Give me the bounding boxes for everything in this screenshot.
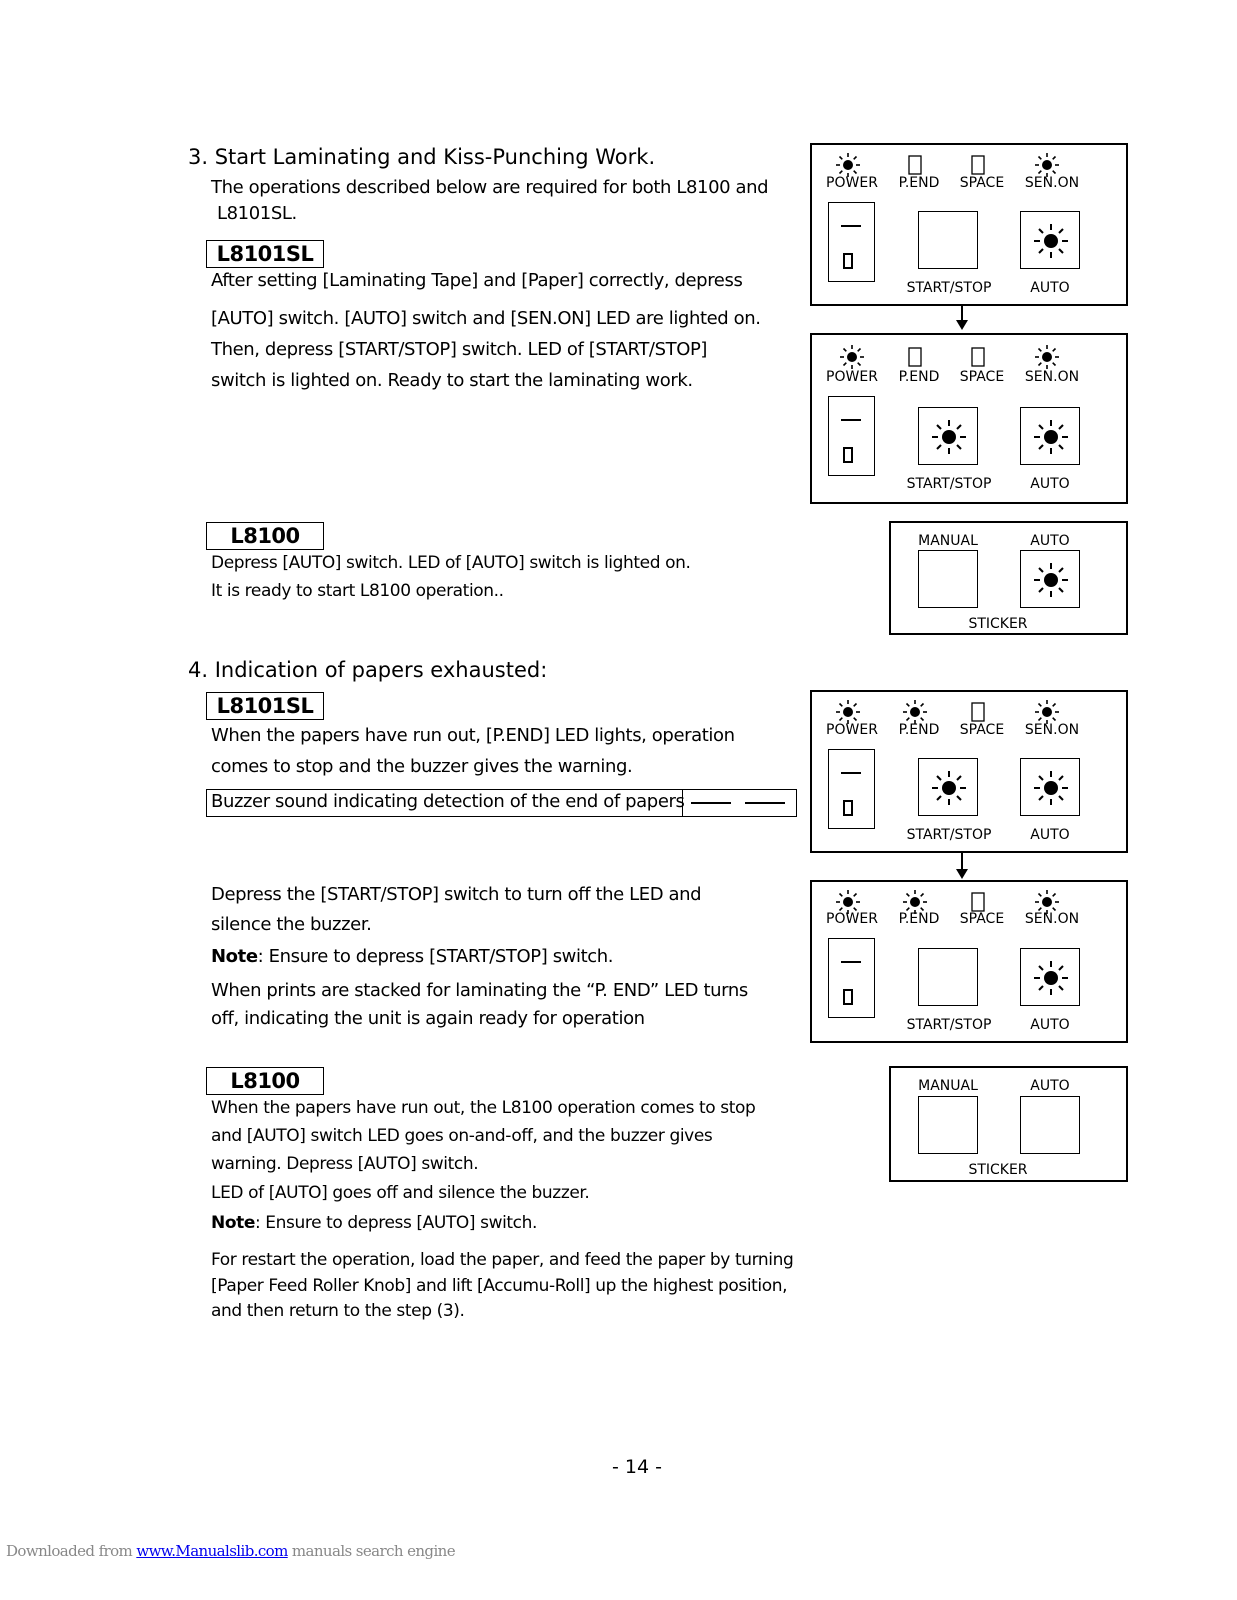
model-tag-l8100-2: L8100 [206,1067,324,1095]
manual-button[interactable] [918,1096,978,1154]
l8100-panel-2 [889,1066,1128,1182]
auto-label: AUTO [1030,280,1070,296]
control-panel-1 [810,143,1128,306]
manual-label: MANUAL [918,1078,978,1094]
section3-a-line4: switch is lighted on. Ready to start the laminating work. [211,370,693,391]
space-label: SPACE [959,722,1005,738]
start-stop-led-on-icon [929,417,969,457]
section4-e-line2: [Paper Feed Roller Knob] and lift [Accumu-Roll] up the highest position, [211,1276,788,1296]
power-switch[interactable] [828,749,875,829]
auto-button[interactable] [1020,948,1080,1006]
auto-label: AUTO [1030,1078,1070,1094]
start-stop-label: START/STOP [906,1017,992,1033]
auto-button[interactable] [1020,758,1080,816]
auto-button[interactable] [1020,407,1080,465]
section3-heading: 3. Start Laminating and Kiss-Punching Work. [188,145,656,169]
footer [6,1542,455,1560]
sticker-label: STICKER [968,616,1028,632]
auto-button[interactable] [1020,550,1080,608]
auto-led-on-icon [1031,560,1071,600]
start-stop-button[interactable] [918,407,978,465]
senon-label: SEN.ON [1024,369,1080,385]
note-label-2: Note [211,1213,255,1233]
auto-led-on-icon [1031,417,1071,457]
start-stop-led-on-icon [929,768,969,808]
flow-arrow-2 [961,853,963,869]
pend-label: P.END [898,911,940,927]
section3-b-line1: Depress [AUTO] switch. LED of [AUTO] switch is lighted on. [211,553,691,573]
flow-arrowhead-1 [956,320,968,330]
auto-button[interactable] [1020,211,1080,269]
page-number: - 14 - [612,1456,662,1478]
footer-suffix: manuals search engine [287,1542,455,1560]
buzzer-label: Buzzer sound indicating detection of the end of papers [211,791,685,812]
model-tag-l8100: L8100 [206,522,324,550]
auto-label: AUTO [1030,827,1070,843]
model-tag-l8101sl-2: L8101SL [206,692,324,720]
auto-led-on-icon [1031,958,1071,998]
control-panel-4 [810,880,1128,1043]
space-led-icon [964,343,992,371]
section4-c-line2: silence the buzzer. [211,914,372,935]
start-stop-button[interactable] [918,948,978,1006]
power-switch[interactable] [828,938,875,1018]
senon-label: SEN.ON [1024,911,1080,927]
auto-label: AUTO [1030,1017,1070,1033]
start-stop-button[interactable] [918,211,978,269]
flow-arrow-1 [961,306,963,320]
power-label: POWER [826,722,878,738]
flow-arrowhead-2 [956,869,968,879]
section4-d-line4: LED of [AUTO] goes off and silence the buzzer. [211,1183,590,1203]
section3-a-line1: After setting [Laminating Tape] and [Paper] correctly, depress [211,270,743,291]
power-led-icon [838,343,866,371]
pend-led-icon [901,343,929,371]
sticker-label: STICKER [968,1162,1028,1178]
start-stop-label: START/STOP [906,280,992,296]
auto-label: AUTO [1030,533,1070,549]
note2-text: : Ensure to depress [AUTO] switch. [254,1213,538,1233]
section4-note2 [211,1213,537,1233]
section3-b-line2: It is ready to start L8100 operation.. [211,581,504,601]
senon-label: SEN.ON [1024,175,1080,191]
senon-label: SEN.ON [1024,722,1080,738]
power-label: POWER [826,175,878,191]
control-panel-3 [810,690,1128,853]
footer-prefix: Downloaded from [6,1542,137,1560]
manualslib-link[interactable]: www.Manualslib.com [136,1542,288,1560]
section4-e-line1: For restart the operation, load the paper, and feed the paper by turning [211,1250,794,1270]
section4-c-line4: off, indicating the unit is again ready for operation [211,1008,645,1029]
section3-a-line2: [AUTO] switch. [AUTO] switch and [SEN.ON] LED are lighted on. [211,308,761,329]
note1-text: : Ensure to depress [START/STOP] switch. [257,946,614,967]
section4-a-line2: comes to stop and the buzzer gives the warning. [211,756,633,777]
auto-label: AUTO [1030,476,1070,492]
model-tag-l8101sl: L8101SL [206,240,324,268]
start-stop-label: START/STOP [906,476,992,492]
buzzer-pattern [683,789,797,817]
power-label: POWER [826,911,878,927]
manual-button[interactable] [918,550,978,608]
pend-label: P.END [898,722,940,738]
buzzer-label-box [206,789,683,817]
section3-a-line3: Then, depress [START/STOP] switch. LED of [START/STOP] [211,339,708,360]
section4-e-line3: and then return to the step (3). [211,1301,465,1321]
space-label: SPACE [959,911,1005,927]
power-switch[interactable] [828,396,875,476]
section4-d-line1: When the papers have run out, the L8100 operation comes to stop [211,1098,756,1118]
space-label: SPACE [959,369,1005,385]
section4-a-line1: When the papers have run out, [P.END] LED lights, operation [211,725,735,746]
section4-note1 [211,946,613,967]
start-stop-button[interactable] [918,758,978,816]
power-switch[interactable] [828,202,875,282]
auto-button[interactable] [1020,1096,1080,1154]
power-label: POWER [826,369,878,385]
manual-label: MANUAL [918,533,978,549]
section4-d-line2: and [AUTO] switch LED goes on-and-off, and the buzzer gives [211,1126,713,1146]
auto-led-on-icon [1031,221,1071,261]
auto-led-on-icon [1031,768,1071,808]
note-label: Note [211,946,258,967]
section3-intro-line2: L8101SL. [217,203,297,224]
section4-heading: 4. Indication of papers exhausted: [188,658,548,682]
section3-intro-line1: The operations described below are required for both L8100 and [211,177,769,198]
l8100-panel-1 [889,521,1128,635]
start-stop-label: START/STOP [906,827,992,843]
section4-c-line1: Depress the [START/STOP] switch to turn off the LED and [211,884,702,905]
space-label: SPACE [959,175,1005,191]
section4-d-line3: warning. Depress [AUTO] switch. [211,1154,479,1174]
pend-label: P.END [898,175,940,191]
section4-c-line3: When prints are stacked for laminating the “P. END” LED turns [211,980,748,1001]
control-panel-2 [810,333,1128,504]
senon-led-icon [1033,343,1061,371]
pend-label: P.END [898,369,940,385]
